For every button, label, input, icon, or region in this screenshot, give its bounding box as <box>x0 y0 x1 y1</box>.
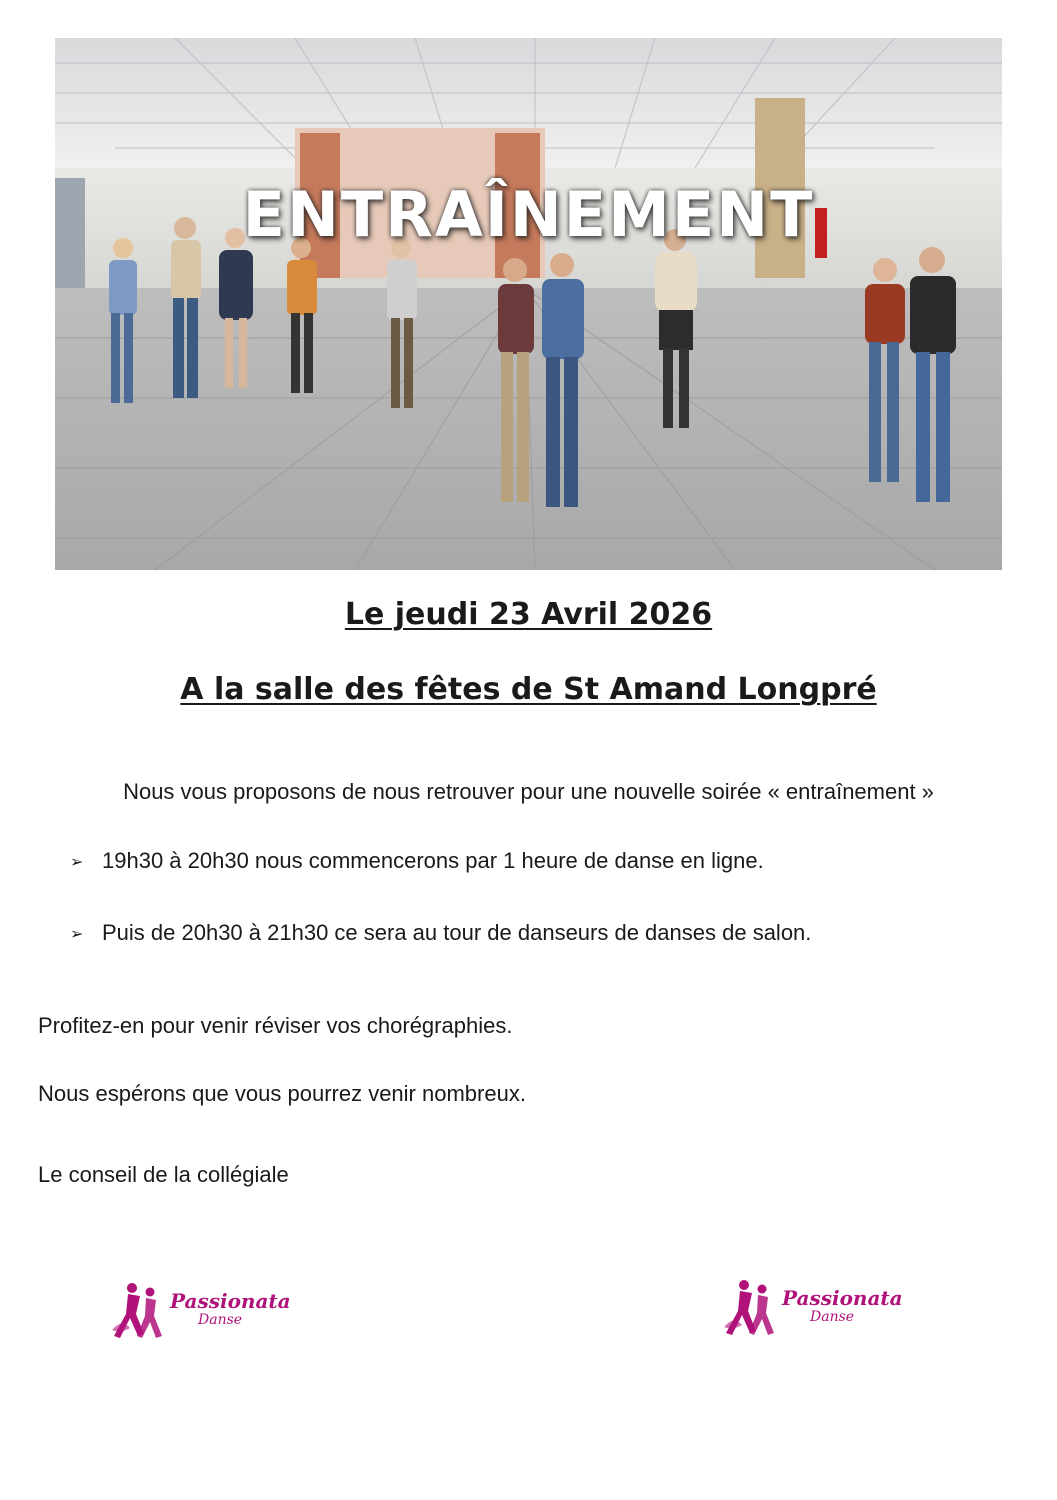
passionata-logo <box>722 1275 903 1345</box>
event-place: A la salle des fêtes de St Amand Longpré <box>180 672 877 707</box>
hero-title: ENTRAÎNEMENT <box>242 178 815 251</box>
schedule-item-text: 19h30 à 20h30 nous commencerons par 1 heure de danse en ligne. <box>102 848 764 873</box>
paragraph-choreographies: Profitez-en pour venir réviser vos chorégraphies. <box>38 1013 513 1038</box>
arrow-bullet-icon: ➢ <box>70 926 84 943</box>
passionata-logo <box>110 1278 291 1348</box>
schedule-item-text: Puis de 20h30 à 21h30 ce sera au tour de danseurs de danses de salon. <box>102 920 812 945</box>
arrow-bullet-icon: ➢ <box>70 854 84 871</box>
logo-name-line1: Passionata <box>782 1286 903 1310</box>
intro-text: Nous vous proposons de nous retrouver pour une nouvelle soirée « entraînement » <box>123 779 934 804</box>
dancing-couple-logo-icon <box>722 1275 903 1345</box>
logo-name-line1: Passionata <box>170 1289 291 1313</box>
logo-name-line2: Danse <box>810 1309 855 1325</box>
event-date: Le jeudi 23 Avril 2026 <box>344 597 713 632</box>
list-item <box>70 848 811 920</box>
dancing-couple-logo-icon <box>110 1278 291 1348</box>
logo-name-line2: Danse <box>198 1312 243 1328</box>
hero-image <box>55 38 1002 570</box>
signature: Le conseil de la collégiale <box>38 1162 289 1187</box>
schedule-list <box>70 848 811 992</box>
paragraph-invitation: Nous espérons que vous pourrez venir nombreux. <box>38 1081 526 1106</box>
list-item <box>70 920 811 992</box>
dance-hall-illustration <box>55 38 1002 570</box>
